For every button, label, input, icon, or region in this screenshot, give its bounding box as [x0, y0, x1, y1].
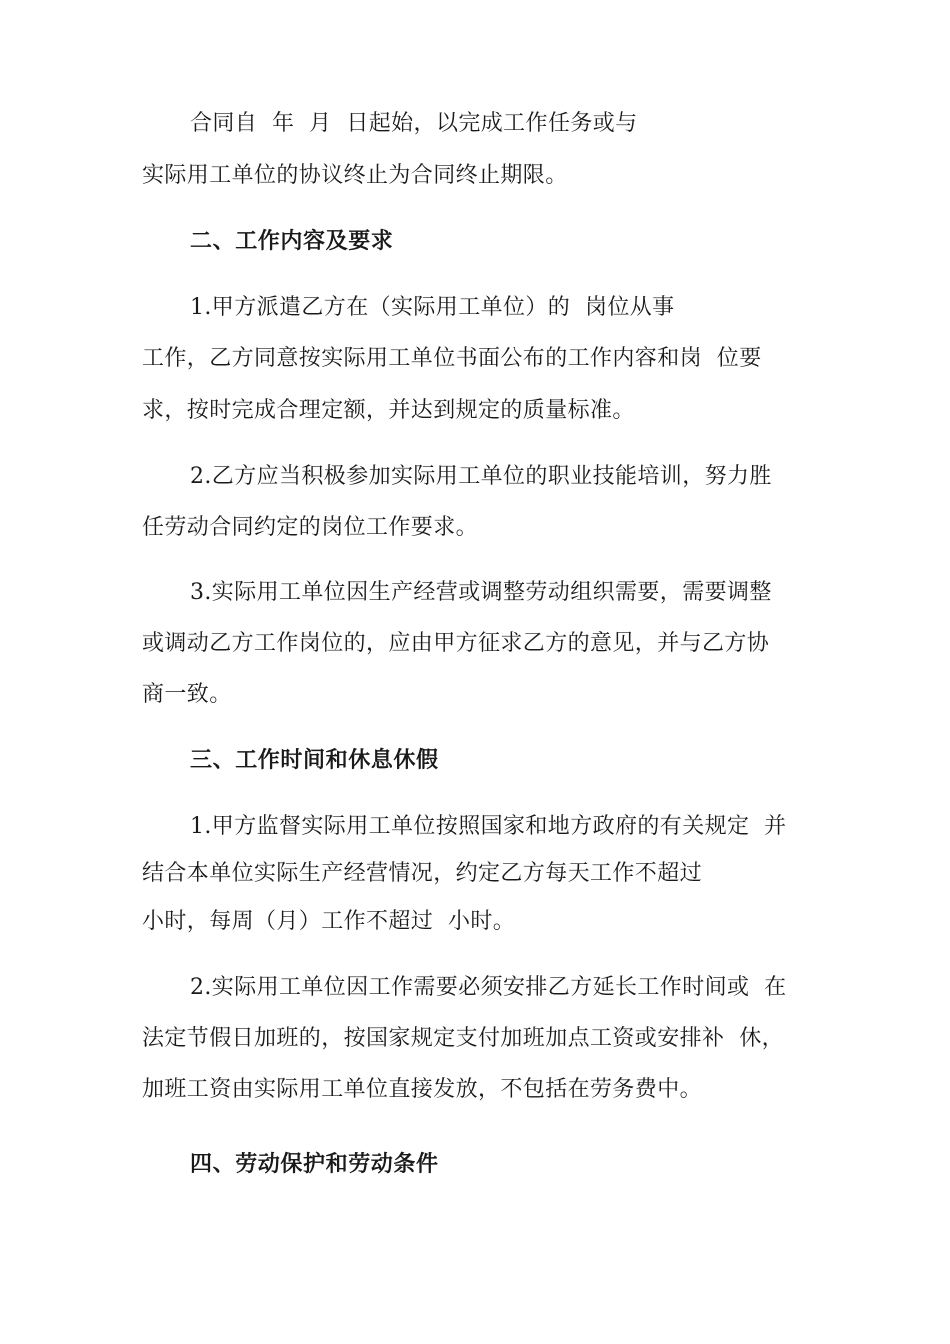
clause-2-1-line-3: 求，按时完成合理定额，并达到规定的质量标准。	[142, 398, 635, 423]
clause-3-1-line-3: 小时，每周（月）工作不超过 小时。	[142, 909, 516, 934]
clause-2-1-line-2: 工作，乙方同意按实际用工单位书面公布的工作内容和岗 位要	[142, 346, 762, 371]
clause-3-1-line-2: 结合本单位实际生产经营情况，约定乙方每天工作不超过	[142, 861, 703, 886]
section-heading-2: 二、工作内容及要求	[190, 229, 394, 254]
clause-3-2-line-1: 2.实际用工单位因工作需要必须安排乙方延长工作时间或 在	[190, 975, 787, 1000]
clause-3-1-line-1: 1.甲方监督实际用工单位按照国家和地方政府的有关规定 并	[190, 814, 787, 839]
section-heading-4: 四、劳动保护和劳动条件	[190, 1152, 439, 1177]
paragraph-contract-term-line-2: 实际用工单位的协议终止为合同终止期限。	[142, 163, 568, 188]
clause-2-3-line-3: 商一致。	[142, 682, 232, 707]
clause-3-2-line-2: 法定节假日加班的，按国家规定支付加班加点工资或安排补 休，	[142, 1026, 784, 1051]
clause-3-2-line-3: 加班工资由实际用工单位直接发放，不包括在劳务费中。	[142, 1077, 703, 1102]
section-heading-3: 三、工作时间和休息休假	[190, 748, 439, 773]
clause-2-2-line-1: 2.乙方应当积极参加实际用工单位的职业技能培训，努力胜	[190, 464, 772, 489]
clause-2-3-line-2: 或调动乙方工作岗位的，应由甲方征求乙方的意见，并与乙方协	[142, 631, 770, 656]
clause-2-3-line-1: 3.实际用工单位因生产经营或调整劳动组织需要，需要调整	[190, 580, 772, 605]
paragraph-contract-term-line-1: 合同自 年 月 日起始，以完成工作任务或与	[190, 111, 638, 136]
clause-2-2-line-2: 任劳动合同约定的岗位工作要求。	[142, 515, 479, 540]
clause-2-1-line-1: 1.甲方派遣乙方在（实际用工单位）的 岗位从事	[190, 295, 675, 320]
